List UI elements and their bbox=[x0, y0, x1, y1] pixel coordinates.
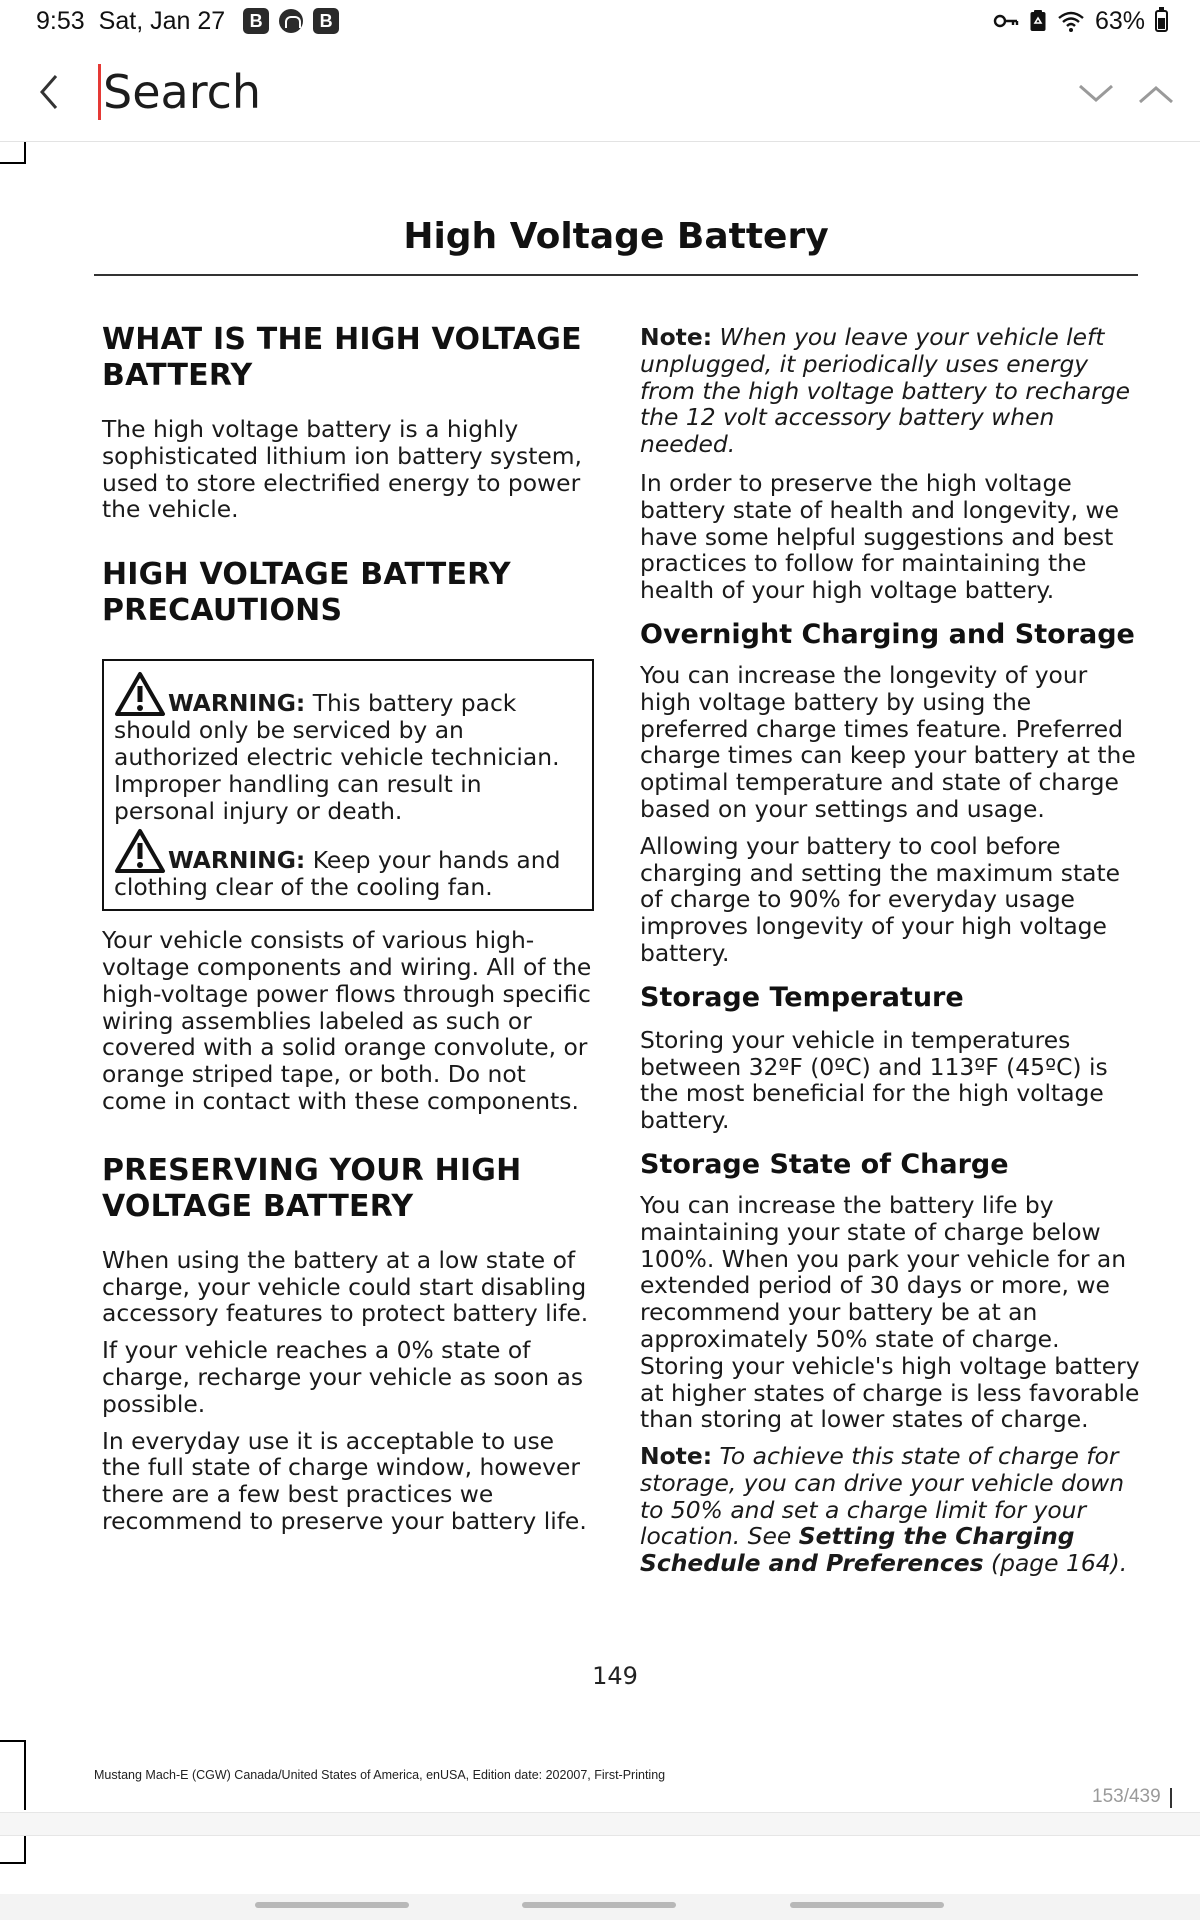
note-page-ref: (page 164). bbox=[983, 1549, 1128, 1578]
chevron-down-icon bbox=[1076, 78, 1116, 110]
title-divider bbox=[94, 274, 1138, 276]
heading-precautions: HIGH VOLTAGE BATTERY PRECAUTIONS bbox=[102, 557, 511, 629]
home-button[interactable] bbox=[522, 1902, 676, 1908]
note-label: Note: bbox=[640, 323, 713, 351]
page-indicator: 153/439 bbox=[1092, 1786, 1161, 1807]
wifi-icon bbox=[1057, 10, 1085, 32]
note-label: Note: bbox=[640, 1442, 713, 1471]
chevron-up-icon bbox=[1136, 78, 1176, 110]
status-bar bbox=[0, 0, 1200, 42]
paragraph-components: Your vehicle consists of various high-voltage components and wiring. All of the high-voltage power flows through specific wiring assemblies labeled as such or covered with a solid orange convolute, or orange striped tape, or both. Do not come in contact with these components. bbox=[102, 926, 592, 1115]
document-footer: Mustang Mach-E (CGW) Canada/United States of America, enUSA, Edition date: 202007, First-Printing bbox=[94, 1768, 666, 1782]
note-storage-text: To achieve this state of charge for storage, you can drive your vehicle down to 50% and set a charge limit for your location. See bbox=[640, 1442, 1125, 1551]
heading-storage-soc: Storage State of Charge bbox=[640, 1148, 1009, 1180]
clipboard-icon bbox=[1029, 9, 1047, 33]
paragraph-everyday: In everyday use it is acceptable to use the full state of charge window, however there are a few best practices we recommend to preserve your battery life. bbox=[102, 1426, 587, 1535]
paragraph-overnight: You can increase the longevity of your high voltage battery by using the preferred charge times feature. Preferred charge times can keep your battery at the optimal temperature and state of charge based on your settings and usage. bbox=[640, 660, 1136, 823]
battery-percent: 63% bbox=[1094, 6, 1145, 35]
scroll-position-bar[interactable] bbox=[1170, 1788, 1172, 1808]
back-button[interactable] bbox=[34, 70, 64, 114]
left-column bbox=[102, 322, 594, 1535]
previous-result-button[interactable] bbox=[1136, 78, 1176, 110]
warning-text-fan: Keep your hands and clothing clear of the cooling fan. bbox=[114, 846, 561, 902]
warning-label: WARNING: bbox=[168, 689, 306, 718]
document-title: High Voltage Battery bbox=[403, 216, 829, 257]
status-left bbox=[36, 7, 339, 36]
note-unplugged bbox=[640, 324, 1140, 458]
warning-triangle-icon bbox=[114, 671, 166, 717]
key-icon bbox=[993, 13, 1019, 29]
note-storage bbox=[640, 1443, 1140, 1577]
crop-mark-bottom-left bbox=[0, 1740, 26, 1810]
crop-mark-top-left bbox=[0, 142, 26, 164]
warning-triangle-icon bbox=[114, 828, 166, 874]
crop-mark-bottom-left-2 bbox=[0, 1836, 26, 1864]
paragraph-zero-charge: If your vehicle reaches a 0% state of charge, recharge your vehicle as soon as possible. bbox=[102, 1336, 584, 1418]
battery-icon bbox=[1155, 10, 1168, 32]
recent-apps-button[interactable] bbox=[255, 1902, 409, 1908]
text-cursor bbox=[98, 64, 101, 120]
note-unplugged-text: When you leave your vehicle left unplugged, it periodically uses energy from the high voltage battery to recharge the 12 volt accessory battery when needed. bbox=[640, 323, 1131, 459]
heading-storage-temperature: Storage Temperature bbox=[640, 981, 964, 1013]
page-number: 149 bbox=[592, 1662, 638, 1690]
warning-text-service: This battery pack should only be serviced by an authorized electric vehicle technician. Improper handling can result in personal injury or death. bbox=[114, 689, 560, 825]
back-arrow-icon bbox=[34, 70, 64, 114]
search-input[interactable] bbox=[103, 65, 503, 119]
status-date: Sat, Jan 27 bbox=[98, 6, 226, 35]
next-result-button[interactable] bbox=[1076, 78, 1116, 110]
warning-box bbox=[102, 659, 594, 911]
notification-b-icon: B bbox=[243, 8, 269, 34]
notification-b2-icon: B bbox=[313, 8, 339, 34]
page-separator bbox=[0, 1812, 1200, 1836]
paragraph-cool: Allowing your battery to cool before charging and setting the maximum state of charge to 90% for everyday usage improves longevity of your high voltage battery. bbox=[640, 831, 1121, 967]
warning-item-fan bbox=[114, 828, 582, 901]
paragraph-low-charge: When using the battery at a low state of charge, your vehicle could start disabling accessory features to protect battery life. bbox=[102, 1245, 589, 1328]
notification-app-icon bbox=[279, 9, 303, 33]
status-time: 9:53 bbox=[36, 6, 85, 35]
paragraph-what-is: The high voltage battery is a highly sophisticated lithium ion battery system, used to store electrified energy to power the vehicle. bbox=[102, 415, 582, 524]
search-field[interactable] bbox=[98, 64, 503, 120]
warning-item-service bbox=[114, 671, 582, 824]
heading-overnight: Overnight Charging and Storage bbox=[640, 618, 1135, 650]
search-toolbar bbox=[0, 42, 1200, 142]
cross-reference-link[interactable]: Setting the Charging Schedule and Preferences bbox=[640, 1522, 1075, 1578]
heading-what-is: WHAT IS THE HIGH VOLTAGE BATTERY bbox=[102, 322, 582, 393]
status-right bbox=[993, 7, 1168, 36]
warning-label: WARNING: bbox=[168, 846, 306, 875]
back-nav-button[interactable] bbox=[790, 1902, 944, 1908]
right-column bbox=[640, 322, 1140, 1577]
paragraph-storage-soc: You can increase the battery life by maintaining your state of charge below 100%. When you park your vehicle for an extended period of 30 days or more, we recommend your battery be at an approximately 50% state of charge. Storing your vehicle's high voltage battery at higher states of charge is less favorable than storing at lower states of charge. bbox=[640, 1190, 1140, 1434]
heading-preserving: PRESERVING YOUR HIGH VOLTAGE BATTERY bbox=[102, 1152, 522, 1224]
paragraph-preserve-health: In order to preserve the high voltage battery state of health and longevity, we have some helpful suggestions and best practices to follow for maintaining the health of your high voltage battery. bbox=[640, 468, 1120, 605]
paragraph-storage-temperature: Storing your vehicle in temperatures between 32ºF (0ºC) and 113ºF (45ºC) is the most beneficial for the high voltage battery. bbox=[640, 1025, 1108, 1135]
